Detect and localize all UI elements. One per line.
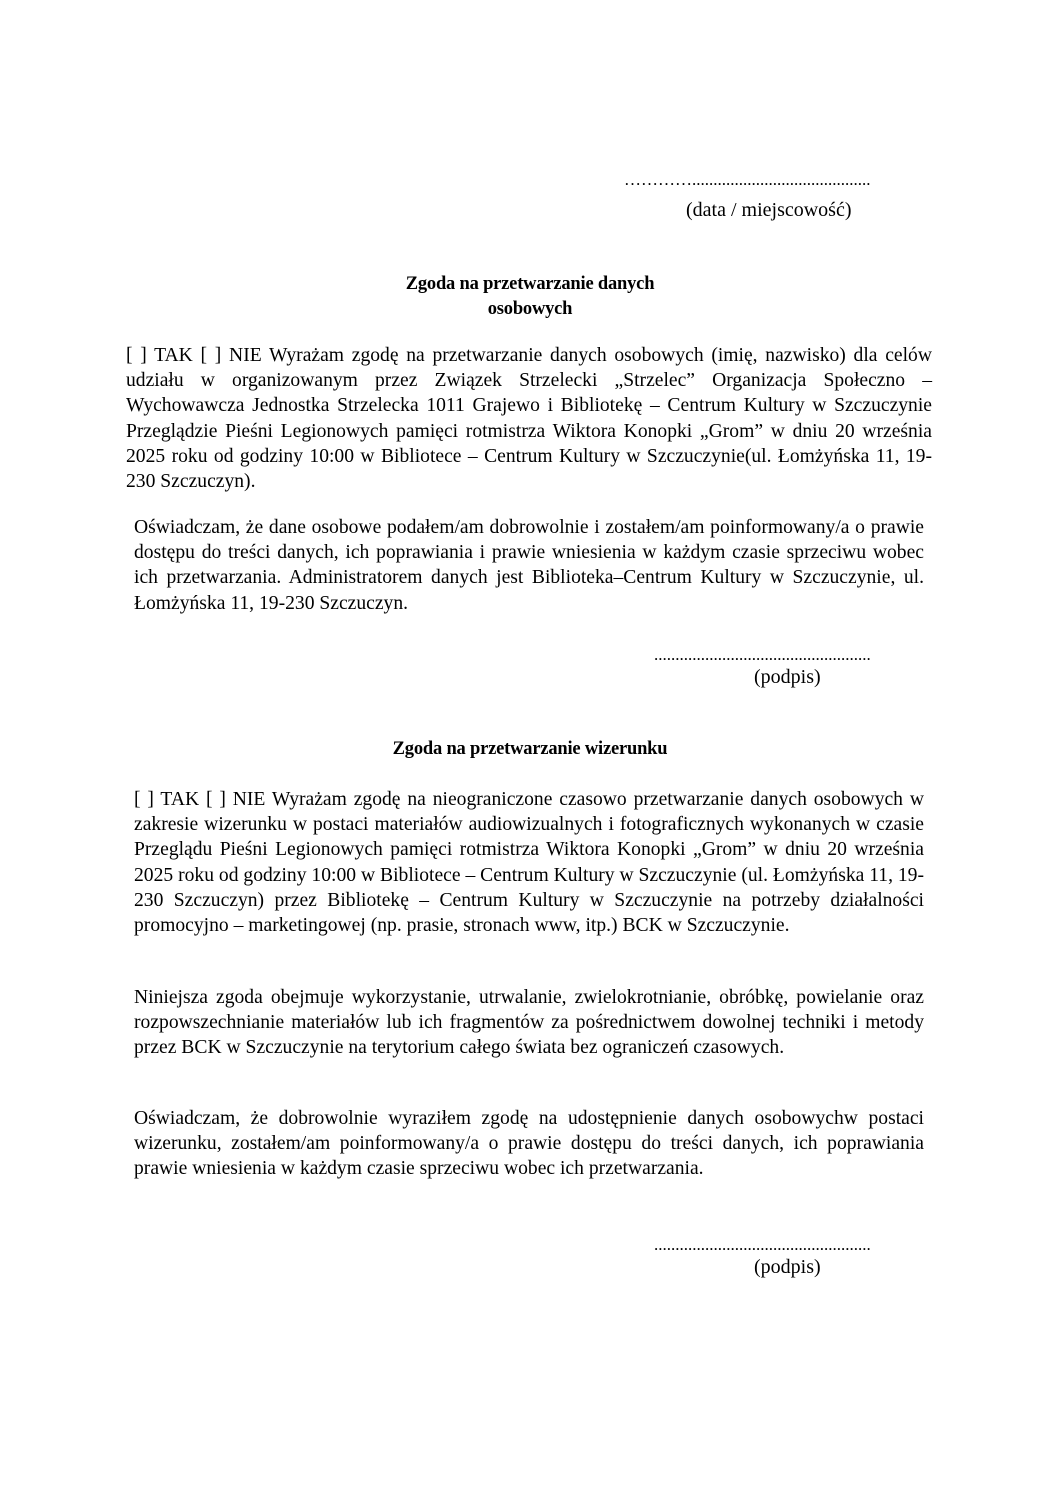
section2-scope-paragraph: Niniejsza zgoda obejmuje wykorzystanie, utrwalanie, zwielokrotnianie, obróbkę, powielanie oraz rozpowszechnianie materiałów lub ich fragmentów za pośrednictwem dowolnej techniki i metody przez BCK w Szczuczynie na terytorium całego świata bez ograniczeń czasowych. (134, 987, 924, 1059)
section1-declaration-paragraph: Oświadczam, że dane osobowe podałem/am dobrowolnie i zostałem/am poinformowany/a o prawie dostępu do treści danych, ich poprawiania i prawie wniesienia w każdym czasie sprzeciwu wobec ich przetwarzania. Administratorem danych jest Biblioteka–Centrum Kultury w Szczuczynie, ul. Łomżyńska 11, 19-230 Szczuczyn. (134, 517, 924, 614)
section1-consent-paragraph: [ ] TAK [ ] NIE Wyrażam zgodę na przetwarzanie danych osobowych (imię, nazwisko) dla celów udziału w organizowanym przez Związek Strzelecki „Strzelec” Organizacja Społeczno – Wychowawcza Jednostka Strzelecka 1011 Grajewo i Bibliotekę – Centrum Kultury w Szczuczynie Przeglądzie Pieśni Legionowych pamięci rotmistrza Wiktora Konopki „Grom” w dniu 20 września 2025 roku od godziny 10:00 w Bibliotece – Centrum Kultury w Szczuczynie(ul. Łomżyńska 11, 19-230 Szczuczyn). (126, 345, 932, 493)
section2-declaration-paragraph: Oświadczam, że dobrowolnie wyraziłem zgodę na udostępnienie danych osobowychw postaci wizerunku, zostałem/am poinformowany/a o prawie dostępu do treści danych, ich poprawiania prawie wniesienia w każdym czasie sprzeciwu wobec ich przetwarzania. (134, 1108, 924, 1180)
section2-signature-caption: (podpis) (754, 1256, 821, 1278)
section1-signature-line: ................................................... (654, 645, 871, 664)
date-place-field-line: ………….......................................... (624, 170, 871, 189)
section1-signature-caption: (podpis) (754, 666, 821, 688)
section1-title-line2: osobowych (487, 299, 573, 319)
date-place-caption: (data / miejscowość) (686, 199, 852, 221)
section1-title-line1: Zgoda na przetwarzanie danych (405, 274, 655, 294)
section2-signature-line: ................................................... (654, 1235, 871, 1254)
section2-consent-paragraph: [ ] TAK [ ] NIE Wyrażam zgodę na nieograniczone czasowo przetwarzanie danych osobowych w zakresie wizerunku w postaci materiałów audiowizualnych i fotograficznych wykonanych w czasie Przeglądu Pieśni Legionowych pamięci rotmistrza Wiktora Konopki „Grom” w dniu 20 września 2025 roku od godziny 10:00 w Bibliotece – Centrum Kultury w Szczuczynie (ul. Łomżyńska 11, 19-230 Szczuczyn) przez Bibliotekę – Centrum Kultury w Szczuczynie na potrzeby działalności promocyjno – marketingowej (np. prasie, stronach www, itp.) BCK w Szczuczynie. (134, 789, 924, 937)
section2-title: Zgoda na przetwarzanie wizerunku (392, 739, 668, 759)
section1-title (120, 272, 940, 322)
